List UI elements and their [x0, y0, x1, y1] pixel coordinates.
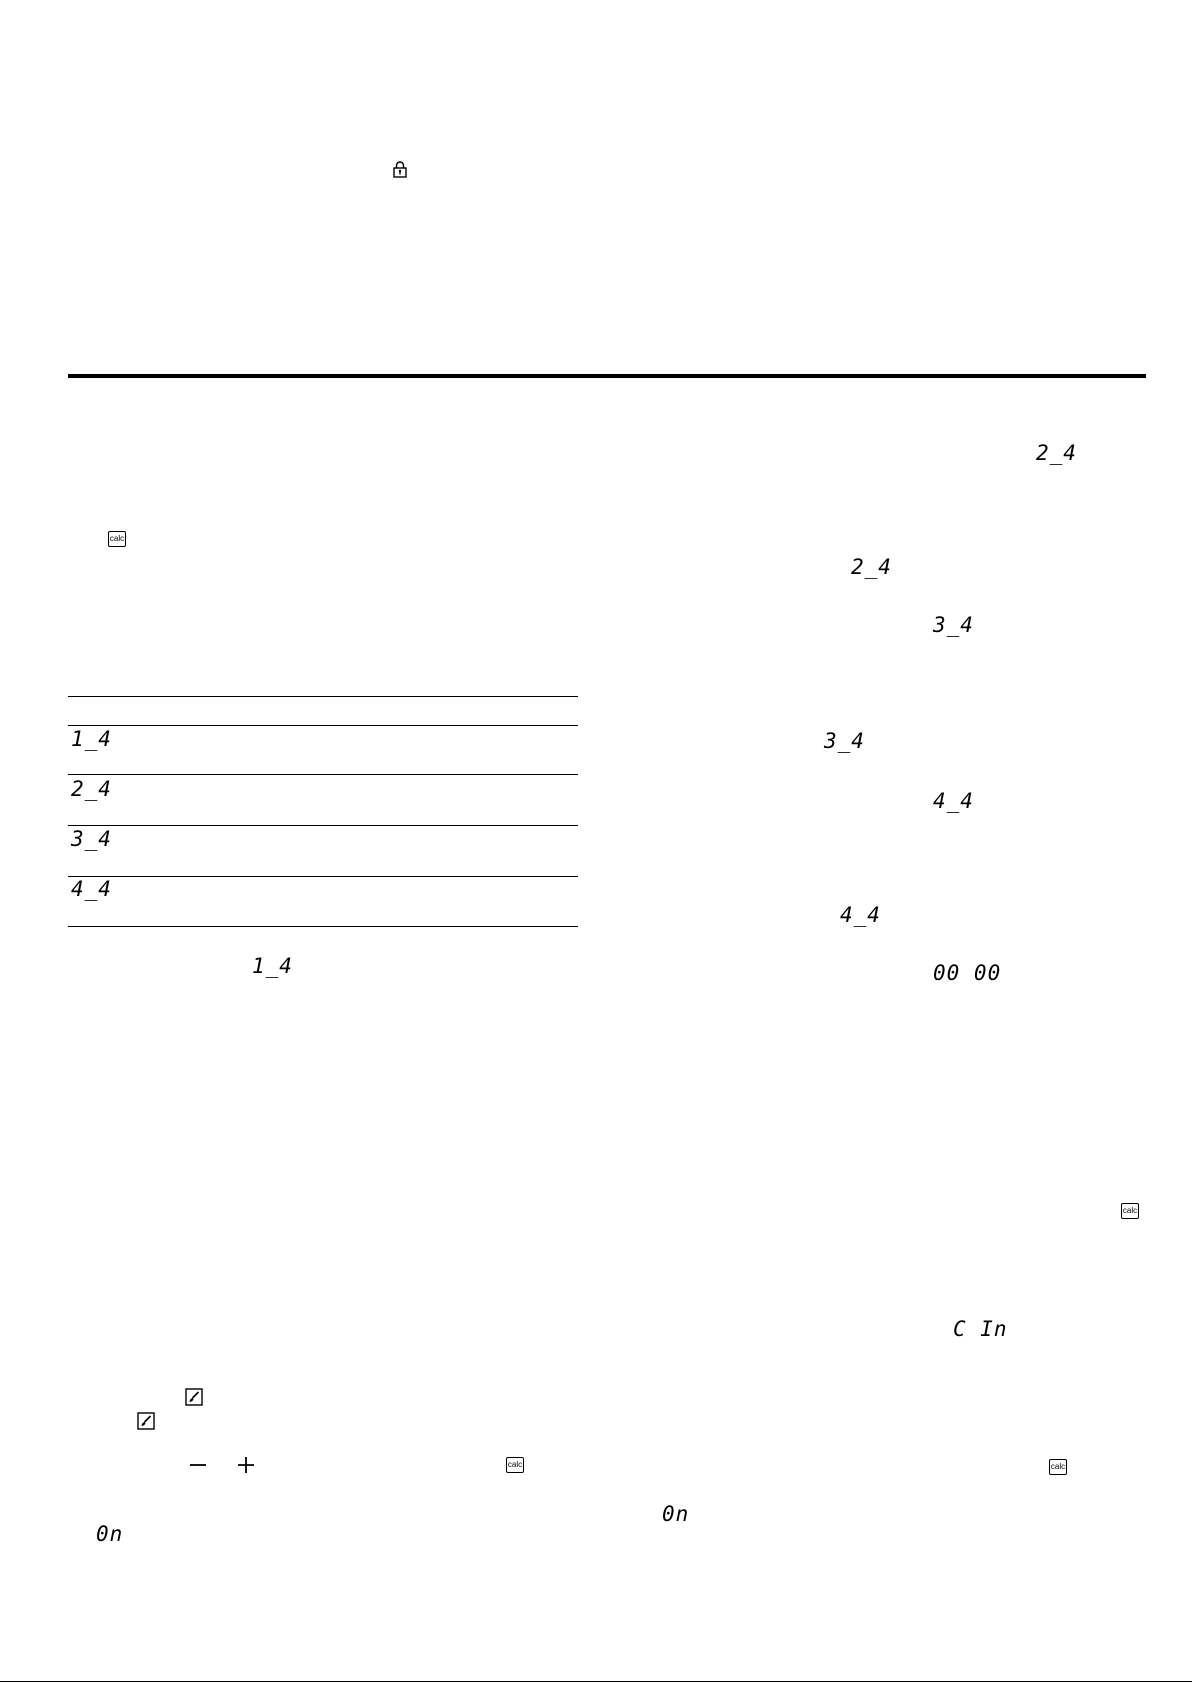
table-row-code: 2_4	[71, 777, 112, 801]
display-code-4-4: 4_4	[933, 789, 974, 813]
table-row-code: 1_4	[71, 727, 112, 751]
display-code-3-4: 3_4	[933, 613, 974, 637]
display-code-3-4: 3_4	[824, 729, 865, 753]
display-code-clean: C In	[953, 1317, 1008, 1341]
table-row-code: 3_4	[71, 827, 112, 851]
brush-icon	[185, 1388, 203, 1406]
lock-icon	[393, 160, 407, 178]
display-code-on: 0n	[662, 1502, 690, 1526]
display-code-1-4: 1_4	[252, 954, 293, 978]
table-row-divider	[68, 876, 578, 877]
calc-icon: calc	[1121, 1203, 1139, 1219]
table-row-code: 4_4	[71, 877, 112, 901]
table-rule-header	[68, 725, 578, 726]
calc-icon: calc	[506, 1457, 524, 1473]
calc-icon: calc	[1049, 1459, 1067, 1475]
brush-icon	[137, 1412, 155, 1430]
calc-icon: calc	[108, 531, 126, 547]
display-code-2-4: 2_4	[851, 555, 892, 579]
minus-icon	[189, 1456, 207, 1474]
display-code-time: 00 00	[933, 961, 1002, 985]
display-code-2-4: 2_4	[1036, 441, 1077, 465]
display-code-4-4: 4_4	[840, 903, 881, 927]
table-row-divider	[68, 774, 578, 775]
table-row-divider	[68, 825, 578, 826]
section-divider	[68, 374, 1146, 378]
plus-icon	[237, 1456, 255, 1474]
table-rule-bottom	[68, 926, 578, 927]
table-rule-top	[68, 696, 578, 697]
footer-divider	[0, 1681, 1192, 1682]
display-code-on: 0n	[96, 1522, 124, 1546]
